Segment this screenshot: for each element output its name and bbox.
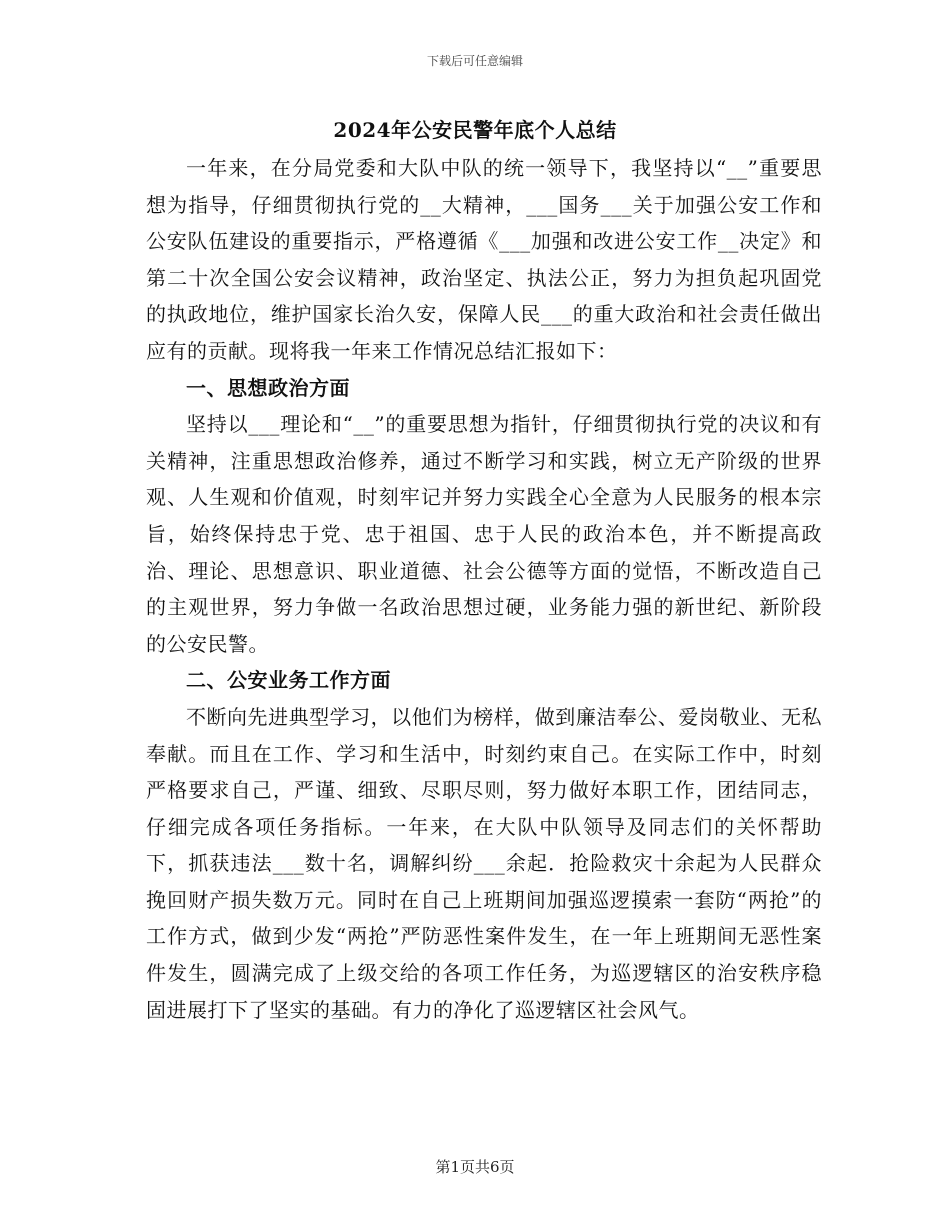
section-heading-ideology: 一、思想政治方面 (186, 375, 350, 400)
page-indicator: 第1页共6页 (435, 1158, 515, 1176)
document-body (146, 150, 822, 1028)
section-body-ideology: 坚持以___理论和“__”的重要思想为指针，仔细贯彻执行党的决议和有关精神，注重思想政治修养，通过不断学习和实践，树立无产阶级的世界观、人生观和价值观，时刻牢记并努力实践全心全意为人民服务的根本宗旨，始终保持忠于党、忠于祖国、忠于人民的政治本色，并不断提高政治、理论、思想意识、职业道德、社会公德等方面的觉悟，不断改造自己的主观世界，努力争做一名政治思想过硬，业务能力强的新世纪、新阶段的公安民警。 (146, 412, 822, 656)
intro-paragraph: 一年来，在分局党委和大队中队的统一领导下，我坚持以“__”重要思想为指导，仔细贯彻执行党的__大精神，___国务___关于加强公安工作和公安队伍建设的重要指示，严格遵循《___加强和改进公安工作__决定》和第二十次全国公安会议精神，政治坚定、执法公正，努力为担负起巩固党的执政地位，维护国家长治久安，保障人民___的重大政治和社会责任做出应有的贡献。现将我一年来工作情况总结汇报如下： (146, 156, 822, 363)
section-body-police-work: 不断向先进典型学习，以他们为榜样，做到廉洁奉公、爱岗敬业、无私奉献。而且在工作、学习和生活中，时刻约束自己。在实际工作中，时刻严格要求自己，严谨、细致、尽职尽则，努力做好本职工作，团结同志，仔细完成各项任务指标。一年来，在大队中队领导及同志们的关怀帮助下，抓获违法___数十名，调解纠纷___余起．抢险救灾十余起为人民群众挽回财产损失数万元。同时在自己上班期间加强巡逻摸索一套防“两抢”的工作方式，做到少发“两抢”严防恶性案件发生，在一年上班期间无恶性案件发生，圆满完成了上级交给的各项工作任务，为巡逻辖区的治安秩序稳固进展打下了坚实的基础。有力的净化了巡逻辖区社会风气。 (146, 704, 822, 1022)
section-heading-police-work: 二、公安业务工作方面 (186, 668, 391, 693)
document-title: 2024年公安民警年底个人总结 (333, 118, 617, 142)
header-note: 下载后可任意编辑 (426, 54, 523, 68)
